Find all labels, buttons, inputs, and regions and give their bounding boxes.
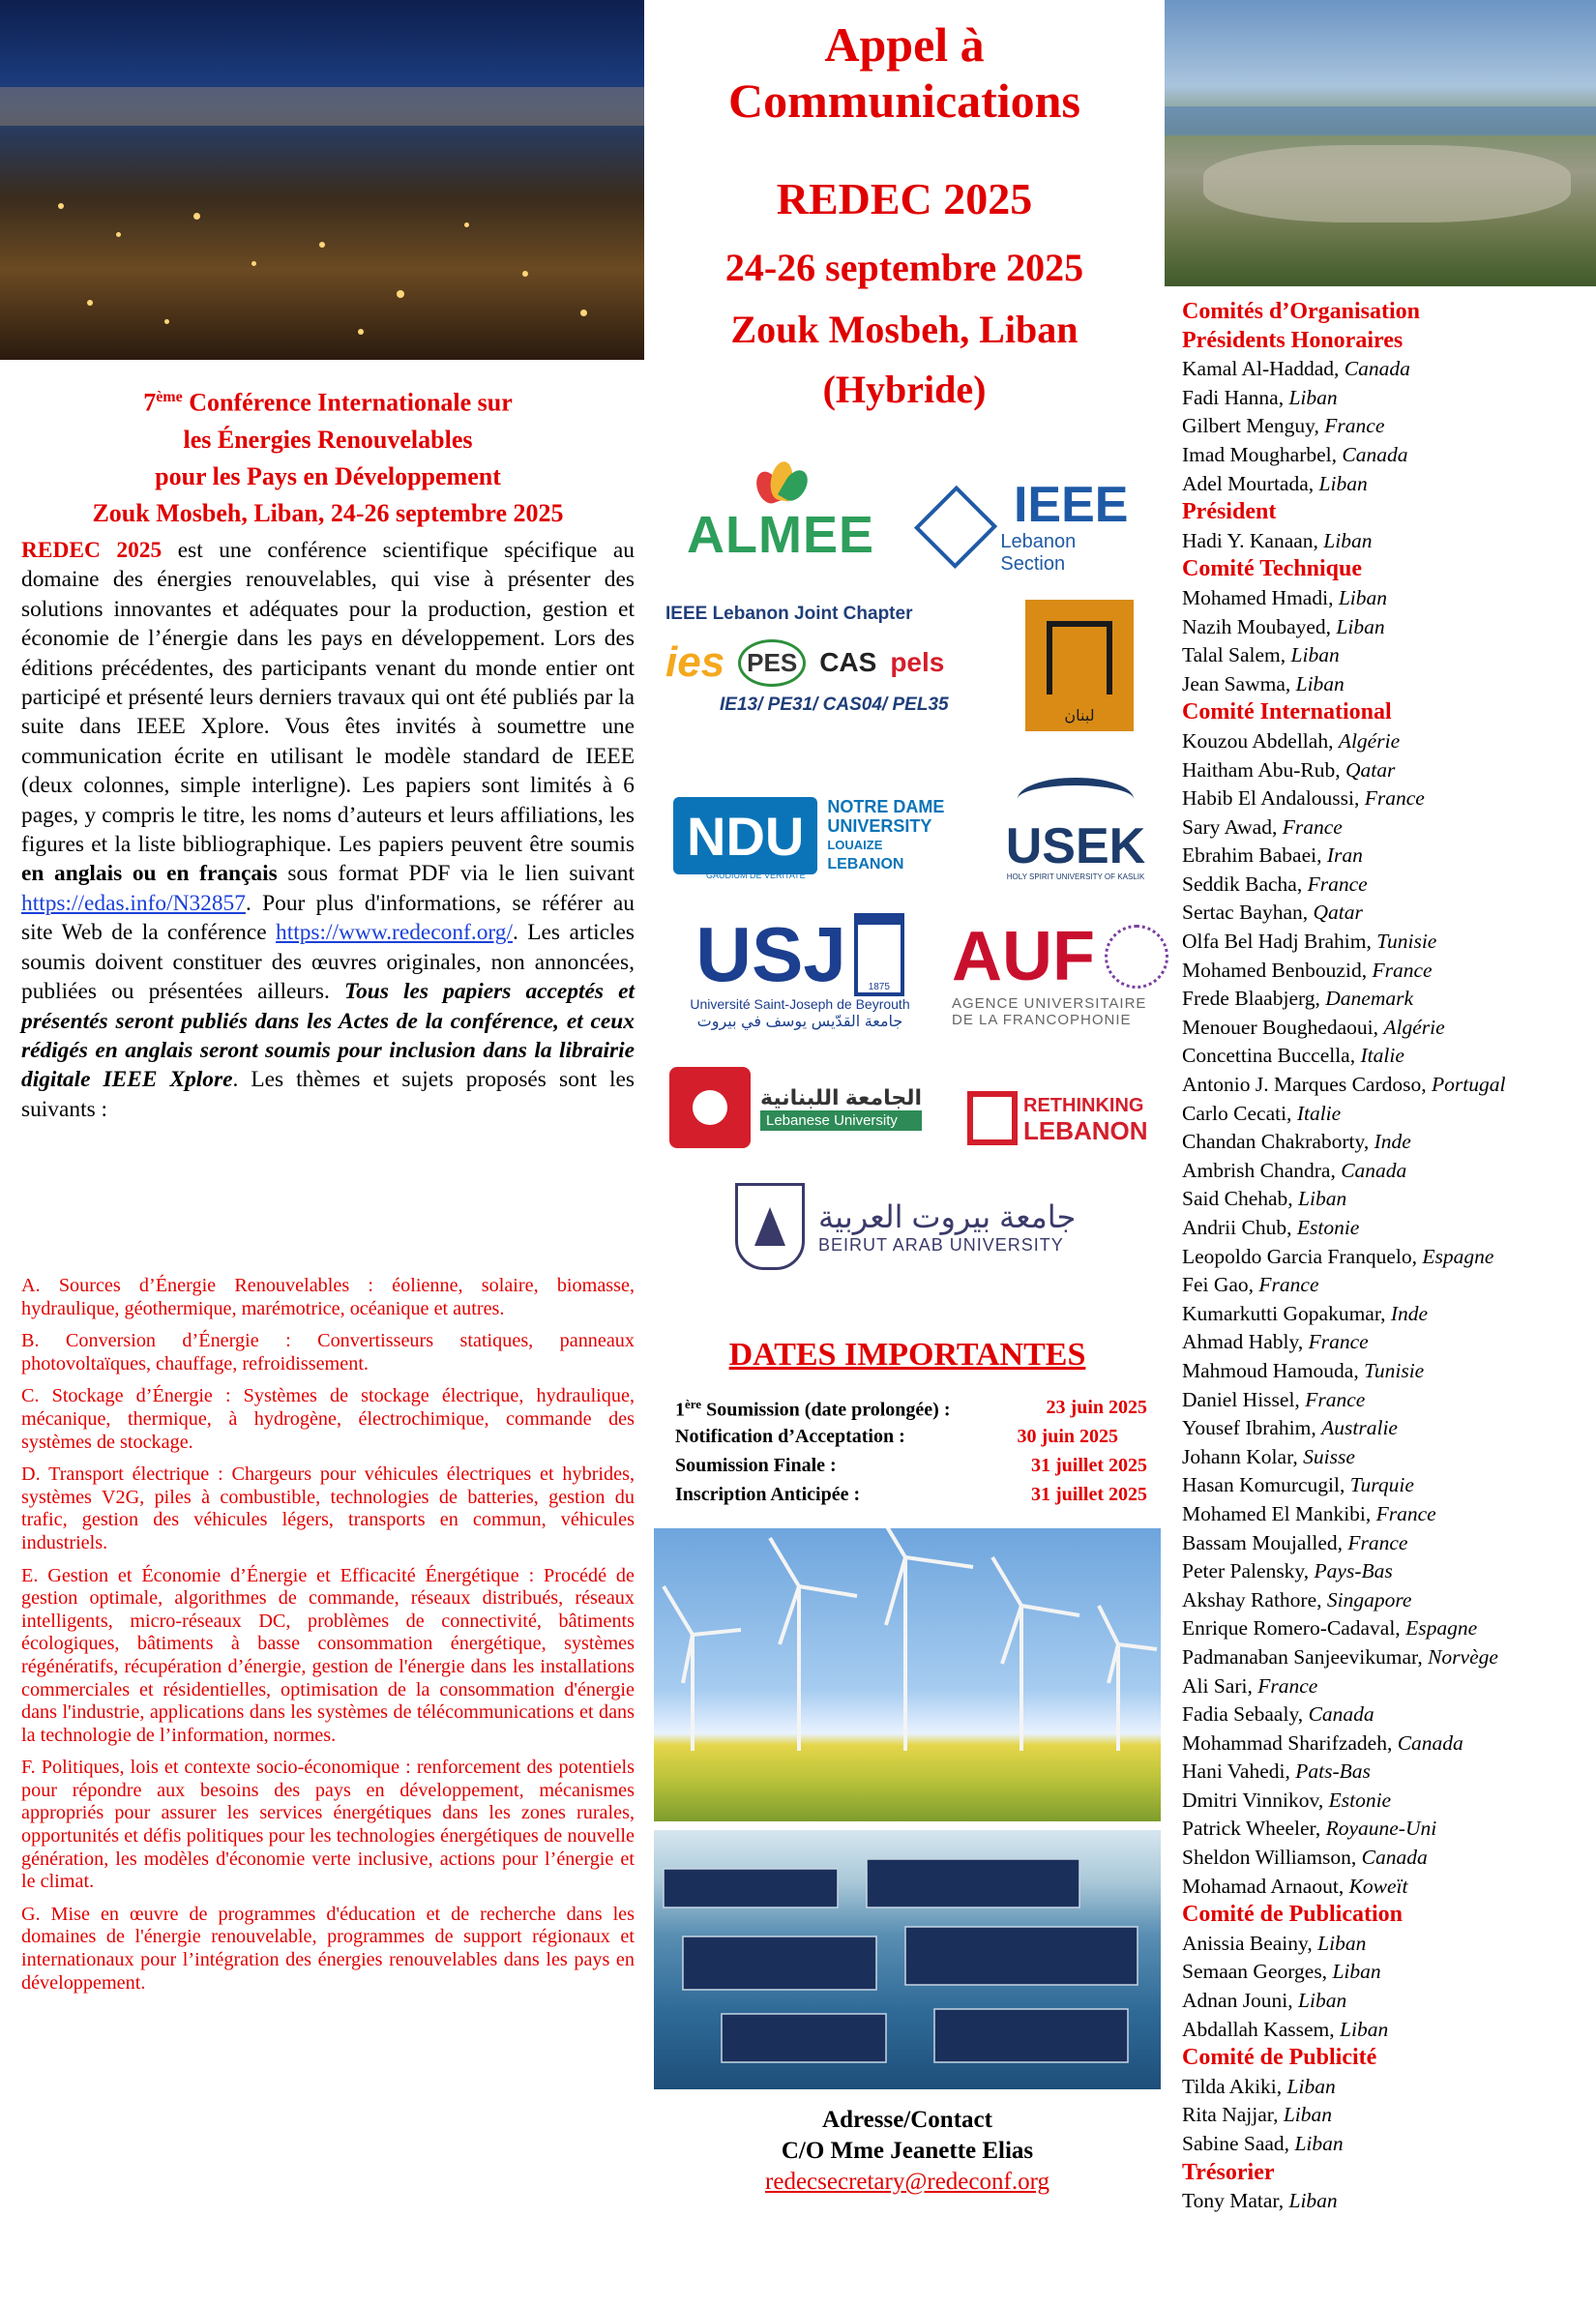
member-name: Fei Gao, [1182, 1273, 1259, 1297]
member-name: Frede Blaabjerg, [1182, 987, 1326, 1011]
committee-member [1182, 1157, 1588, 1186]
member-country: Pats-Bas [1295, 1759, 1371, 1784]
member-country: France [1282, 814, 1343, 839]
committee-member [1182, 613, 1588, 642]
member-name: Concettina Buccella, [1182, 1044, 1361, 1068]
member-country: Canada [1344, 357, 1410, 381]
committee-member [1182, 727, 1588, 756]
header-event: REDEC 2025 [776, 174, 1033, 223]
member-country: France [1372, 958, 1433, 982]
member-name: Ahmad Hably, [1182, 1330, 1309, 1354]
date-label-text: Soumission (date prolongée) : [701, 1399, 951, 1421]
member-country: Inde [1390, 1301, 1429, 1325]
member-country: Tunisie [1364, 1358, 1425, 1382]
member-country: Liban [1317, 1931, 1367, 1955]
committee-member [1182, 1128, 1588, 1157]
committee-heading: Comité de Publicité [1182, 2045, 1377, 2071]
lebanon-logo [1025, 600, 1134, 731]
committee-member [1182, 985, 1588, 1014]
member-country: Liban [1288, 2189, 1338, 2213]
member-name: Haitham Abu-Rub, [1182, 757, 1345, 782]
ies-icon: ies [665, 638, 725, 686]
intro-text1: est une conférence scientifique spécifique au domaine des énergies renouvelables, qui vise à présenter des solutions innovantes et adéquates pour la production, gestion et économie de l’énergie dans les pays en développement. Lors des éditions précédentes, des participants venant du monde entier ont participé et présenté leurs derniers travaux qui ont été publiés par la suite dans IEEE Xplore. Vous êtes invités à soumettre une communication écrite en utilisant le modèle standard de IEEE (deux colonnes, simple interligne). Les papiers sont limités à 6 pages, y compris le titre, les noms d’auteurs et leurs affiliations, les figures et la liste bibliographique. Les papiers peuvent être soumis [21, 538, 635, 858]
ieee-sub-text: Lebanon Section [1000, 531, 1077, 575]
member-country: France [1307, 872, 1368, 896]
contact-email-link[interactable]: redecsecretary@redeconf.org [765, 2169, 1049, 2195]
committee-heading: Présidents Honoraires [1182, 327, 1404, 353]
member-country: Italie [1360, 1044, 1404, 1068]
lebanon-gate-icon [1047, 621, 1112, 695]
member-name: Kumarkutti Gopakumar, [1182, 1301, 1391, 1325]
committee-member [1182, 1386, 1588, 1415]
date-value: 31 juillet 2025 [1031, 1484, 1147, 1505]
usj-gate-icon [854, 913, 904, 996]
member-name: Nazih Moubayed, [1182, 614, 1337, 638]
committee-member [1182, 1100, 1588, 1129]
member-country: Singapore [1326, 1587, 1412, 1611]
committee-member [1182, 1071, 1588, 1100]
member-country: Norvège [1428, 1644, 1498, 1669]
pels-icon: pels [890, 647, 945, 677]
lebanon-ar-text: لبنان [1064, 708, 1095, 724]
ndu-badge: NDU [673, 797, 817, 874]
lu-ar-text: الجامعة اللبنانية [760, 1084, 922, 1109]
committee-member [1182, 813, 1588, 843]
rethinking-lebanon-text: LEBANON [1023, 1116, 1148, 1145]
member-country: Qatar [1345, 757, 1396, 782]
edas-link[interactable]: https://edas.info/N32857 [21, 890, 246, 916]
conference-line1: Conférence Internationale sur [182, 388, 513, 417]
member-name: Carlo Cecati, [1182, 1101, 1297, 1125]
member-name: Hasan Komurcugil, [1182, 1473, 1350, 1497]
member-name: Mohammad Sharifzadeh, [1182, 1730, 1398, 1755]
header-location: Zouk Mosbeh, Liban [730, 308, 1079, 351]
committees-title: Comités d’Organisation [1182, 299, 1420, 324]
member-name: Tony Matar, [1182, 2189, 1289, 2213]
committee-member [1182, 470, 1588, 499]
member-name: Tilda Akiki, [1182, 2074, 1287, 2098]
member-name: Anissia Beainy, [1182, 1931, 1318, 1955]
member-country: Liban [1340, 2017, 1389, 2041]
committee-member [1182, 1500, 1588, 1529]
member-country: Tunisie [1376, 930, 1437, 954]
auf-sub1: AGENCE UNIVERSITAIRE [952, 995, 1147, 1012]
committee-member [1182, 1758, 1588, 1787]
member-country: Royaune-Uni [1325, 1817, 1437, 1841]
committee-member [1182, 1787, 1588, 1816]
member-name: Hadi Y. Kanaan, [1182, 528, 1324, 552]
member-country: Inde [1374, 1130, 1411, 1154]
intro-lead: REDEC 2025 [21, 538, 163, 563]
ieee-text: IEEE [1013, 477, 1129, 533]
intro-section [21, 536, 635, 1124]
member-name: Adnan Jouni, [1182, 1989, 1299, 2013]
member-name: Ebrahim Babaei, [1182, 843, 1327, 868]
committee-member [1182, 527, 1588, 556]
auf-sub2: DE LA FRANCOPHONIE [952, 1012, 1132, 1028]
committee-member [1182, 441, 1588, 470]
member-country: Liban [1298, 1187, 1347, 1211]
committee-member [1182, 1529, 1588, 1558]
member-name: Adel Mourtada, [1182, 471, 1319, 495]
committee-member [1182, 1643, 1588, 1672]
committee-heading: Président [1182, 499, 1277, 525]
member-country: Liban [1290, 643, 1340, 667]
committee-member [1182, 1815, 1588, 1844]
ndu-logo [673, 791, 985, 880]
ordinal-sup: ème [156, 389, 183, 405]
committee-member [1182, 670, 1588, 699]
member-name: Habib El Andaloussi, [1182, 786, 1365, 811]
member-country: Algérie [1338, 728, 1401, 753]
rethinking-text: RETHINKING [1023, 1095, 1144, 1116]
member-country: Danemark [1325, 987, 1414, 1011]
header-mode: (Hybride) [822, 368, 987, 411]
member-name: Johann Kolar, [1182, 1444, 1304, 1468]
committee-member [1182, 2187, 1588, 2216]
committee-member [1182, 641, 1588, 670]
member-name: Yousef Ibrahim, [1182, 1416, 1322, 1440]
member-country: France [1347, 1530, 1408, 1554]
header-communications: Communications [728, 74, 1080, 128]
member-name: Sabine Saad, [1182, 2132, 1295, 2155]
usek-text: USEK [1005, 817, 1146, 874]
member-country: Liban [1294, 2132, 1344, 2155]
committee-member [1182, 756, 1588, 785]
member-name: Sheldon Williamson, [1182, 1846, 1362, 1870]
themes-list [21, 1275, 635, 2004]
member-country: Estonie [1296, 1216, 1360, 1239]
ndu-sub2: UNIVERSITY [827, 816, 932, 836]
member-name: Padmanaban Sanjeevikumar, [1182, 1644, 1429, 1669]
committee-member [1182, 1300, 1588, 1329]
member-name: Chandan Chakraborty, [1182, 1130, 1374, 1154]
date-label-sup: ère [685, 1397, 702, 1411]
committee-member [1182, 1243, 1588, 1272]
auf-text: AUF [952, 918, 1095, 995]
member-name: Dmitri Vinnikov, [1182, 1788, 1329, 1812]
usek-arc-icon [1018, 778, 1134, 820]
member-name: Antonio J. Marques Cardoso, [1182, 1073, 1432, 1097]
beirut-night-photo [0, 0, 644, 360]
member-country: Liban [1338, 585, 1388, 609]
date-label: Notification d’Acceptation : [675, 1426, 905, 1447]
member-country: Italie [1296, 1101, 1342, 1125]
contact-name: C/O Mme Jeanette Elias [781, 2138, 1034, 2164]
member-name: Bassam Moujalled, [1182, 1530, 1348, 1554]
date-label: Soumission Finale : [675, 1455, 837, 1476]
intro-paragraph [21, 536, 635, 1124]
member-country: Estonie [1328, 1788, 1392, 1812]
almee-text: ALMEE [687, 506, 874, 564]
member-name: Enrique Romero-Cadaval, [1182, 1616, 1406, 1641]
committee-member [1182, 842, 1588, 871]
committee-member [1182, 1471, 1588, 1500]
conference-line4: Zouk Mosbeh, Liban, 24-26 septembre 2025 [92, 498, 564, 527]
intro-text2: sous format PDF via le lien suivant [277, 861, 635, 887]
ndu-sub1: NOTRE DAME [827, 797, 945, 816]
member-country: France [1258, 1273, 1319, 1297]
member-name: Ali Sari, [1182, 1673, 1258, 1698]
beirut-arab-university-logo [735, 1178, 1103, 1275]
member-country: Canada [1397, 1730, 1463, 1755]
lebanon-coast-photo [1165, 0, 1596, 286]
member-country: Algérie [1383, 1015, 1445, 1039]
date-value: 31 juillet 2025 [1031, 1455, 1147, 1476]
lu-text: Lebanese University [760, 1110, 922, 1131]
member-country: Espagne [1422, 1244, 1494, 1268]
member-name: Semaan Georges, [1182, 1960, 1333, 1984]
usj-logo [673, 909, 927, 1035]
member-name: Kouzou Abdellah, [1182, 728, 1339, 753]
committee-member [1182, 1958, 1588, 1987]
website-link[interactable]: https://www.redeconf.org/ [276, 920, 513, 946]
committee-member [1182, 1730, 1588, 1759]
ndu-sub3: LOUAIZE [827, 838, 883, 852]
member-name: Sary Awad, [1182, 814, 1283, 839]
committee-member [1182, 1700, 1588, 1730]
committee-member [1182, 1614, 1588, 1643]
member-country: Liban [1318, 471, 1368, 495]
member-name: Said Chehab, [1182, 1187, 1299, 1211]
member-country: Turquie [1349, 1473, 1414, 1497]
committee-member [1182, 1357, 1588, 1386]
member-name: Akshay Rathore, [1182, 1587, 1327, 1611]
member-name: Olfa Bel Hadj Brahim, [1182, 930, 1377, 954]
member-name: Imad Mougharbel, [1182, 442, 1343, 466]
member-name: Rita Najjar, [1182, 2103, 1284, 2127]
ordinal: 7 [143, 388, 157, 417]
member-country: Liban [1323, 528, 1373, 552]
conference-title [21, 379, 635, 532]
theme-item: B. Conversion d’Énergie : Convertisseurs statiques, panneaux photovoltaïques, chauffage, refroidissement. [21, 1330, 635, 1375]
date-label: Inscription Anticipée : [675, 1484, 861, 1505]
member-name: Hani Vahedi, [1182, 1759, 1296, 1784]
member-name: Mohamed Hmadi, [1182, 585, 1339, 609]
member-country: Canada [1361, 1846, 1428, 1870]
usj-ar-text: جامعة القدّيس يوسف في بيروت [696, 1014, 903, 1030]
member-name: Fadi Hanna, [1182, 385, 1289, 409]
member-country: France [1308, 1330, 1369, 1354]
committee-member [1182, 871, 1588, 900]
member-country: Liban [1332, 1960, 1381, 1984]
committee-heading: Comité Technique [1182, 556, 1363, 582]
committee-member [1182, 1873, 1588, 1902]
theme-item: D. Transport électrique : Chargeurs pour véhicules électriques et hybrides, systèmes V2G, piles à combustible, technologies de batteries, gestion du trafic, gestion des véhicules légers, transports en commun, véhicules industriels. [21, 1463, 635, 1553]
usj-text: USJ [695, 911, 846, 997]
member-name: Abdallah Kassem, [1182, 2017, 1341, 2041]
committee-member [1182, 2130, 1588, 2159]
member-name: Fadia Sebaaly, [1182, 1702, 1309, 1727]
member-country: Portugal [1431, 1073, 1506, 1097]
committee-heading: Comité International [1182, 699, 1392, 725]
committee-heading: Comité de Publication [1182, 1902, 1403, 1928]
theme-item: A. Sources d’Énergie Renouvelables : éolienne, solaire, biomasse, hydraulique, géothermique, marémotrice, océanique et autres. [21, 1275, 635, 1319]
committee-member [1182, 1443, 1588, 1472]
committee-member [1182, 1214, 1588, 1243]
header-appel: Appel à [824, 17, 985, 72]
member-country: Canada [1342, 442, 1408, 466]
member-country: Australie [1321, 1416, 1398, 1440]
committee-member [1182, 1042, 1588, 1071]
committee-member [1182, 2073, 1588, 2102]
date-label [675, 1397, 951, 1422]
floating-solar-photo [654, 1830, 1161, 2089]
member-country: Pays-Bas [1314, 1559, 1393, 1583]
conference-line2: les Énergies Renouvelables [183, 425, 473, 454]
usek-logo [990, 774, 1161, 884]
member-country: Espagne [1405, 1616, 1478, 1641]
member-country: Qatar [1313, 901, 1363, 925]
member-country: Canada [1341, 1158, 1407, 1182]
auf-logo [952, 905, 1165, 1041]
member-name: Daniel Hissel, [1182, 1387, 1306, 1411]
member-name: Leopoldo Garcia Franquelo, [1182, 1244, 1423, 1268]
committee-member [1182, 784, 1588, 813]
committee-member [1182, 1930, 1588, 1959]
usj-year: 1875 [868, 982, 890, 992]
committee-member [1182, 1672, 1588, 1701]
bau-text: BEIRUT ARAB UNIVERSITY [818, 1234, 1064, 1255]
committee-member [1182, 412, 1588, 441]
theme-item: F. Politiques, lois et contexte socio-économique : renforcement des potentiels pour répondre aux besoins des pays en développement, mécanismes appropriés pour assurer les services énergétiques dans les zones rurales, opportunités et défis politiques pour les technologies énergétiques de nouvelle génération, les modèles d'économie verte inclusive, actions pour l’énergie et le climat. [21, 1757, 635, 1893]
member-country: Liban [1336, 614, 1385, 638]
member-country: Canada [1308, 1702, 1374, 1727]
bau-shield-icon [735, 1183, 805, 1270]
contact-block [654, 2105, 1161, 2198]
committee-member [1182, 355, 1588, 384]
member-name: Sertac Bayhan, [1182, 901, 1314, 925]
committee-member [1182, 1557, 1588, 1586]
committee-member [1182, 2101, 1588, 2130]
committee-member [1182, 1844, 1588, 1873]
member-name: Seddik Bacha, [1182, 872, 1308, 896]
cas-icon: CAS [819, 647, 877, 677]
theme-item: E. Gestion et Économie d’Énergie et Efficacité Énergétique : Procédé de gestion optimale, algorithmes de commande, réseaux distribués, réseaux intelligents, micro-réseaux DC, problèmes de connectivité, bâtiments écologiques, bâtiments à basse consommation énergétique, systèmes régénératifs, récupération d’énergie, gestion de l'énergie dans les installations commerciales et résidentielles, optimisation de la consommation d'énergie dans l'industrie, applications dans les systèmes de télécommunications et dans la technologie de l’information, normes. [21, 1564, 635, 1746]
member-country: Liban [1295, 671, 1345, 695]
member-country: France [1375, 1501, 1436, 1525]
intro-text3: . Pour plus d'informations, se référer au site Web de la conférence [21, 890, 635, 946]
member-name: Patrick Wheeler, [1182, 1817, 1326, 1841]
member-country: Koweït [1348, 1874, 1408, 1898]
date-label-pre: 1 [675, 1399, 685, 1421]
committee-member [1182, 384, 1588, 413]
committee-member [1182, 2016, 1588, 2045]
intro-text5: . Les thèmes et sujets proposés sont les suivants : [21, 1067, 635, 1122]
member-country: Iran [1326, 843, 1363, 868]
joint-chapter-codes: IE13/ PE31/ CAS04/ PEL35 [720, 695, 949, 715]
member-country: France [1324, 414, 1385, 438]
committee-member [1182, 957, 1588, 986]
member-country: Liban [1283, 2103, 1332, 2127]
ieee-joint-chapter-logo [662, 604, 1010, 749]
contact-title: Adresse/Contact [822, 2107, 992, 2133]
member-name: Mohamed Benbouzid, [1182, 958, 1373, 982]
almee-leaf-icon [752, 461, 810, 506]
member-country: Liban [1288, 385, 1338, 409]
committee-member [1182, 1414, 1588, 1443]
member-name: Jean Sawma, [1182, 671, 1296, 695]
auf-dots-icon [1105, 925, 1168, 989]
member-name: Kamal Al-Haddad, [1182, 357, 1345, 381]
member-name: Menouer Boughedaoui, [1182, 1015, 1384, 1039]
dates-title: DATES IMPORTANTES [728, 1337, 1086, 1373]
member-country: Suisse [1303, 1444, 1355, 1468]
rethinking-lebanon-logo [967, 1079, 1157, 1157]
member-country: France [1305, 1387, 1366, 1411]
lu-cedar-icon [669, 1067, 751, 1148]
committee-member [1182, 1185, 1588, 1214]
committees-column [1182, 298, 1588, 2216]
date-value: 30 juin 2025 [1017, 1426, 1118, 1447]
committee-member [1182, 1586, 1588, 1615]
committee-member [1182, 1014, 1588, 1043]
intro-text4: . Les articles soumis doivent constituer des œuvres originales, non annoncées, publiées ou présentées ailleurs. [21, 920, 635, 1005]
member-name: Talal Salem, [1182, 643, 1291, 667]
date-value: 23 juin 2025 [1046, 1397, 1147, 1418]
member-country: Liban [1286, 2074, 1336, 2098]
theme-item: G. Mise en œuvre de programmes d'éducation et de recherche dans les domaines de l'énergie renouvelable, programmes de support régionaux et internationaux pour l’intégration des énergies renouvelables dans les pays en développement. [21, 1903, 635, 1994]
pes-icon: PES [738, 639, 806, 687]
committee-member [1182, 928, 1588, 957]
committee-heading: Trésorier [1182, 2159, 1275, 2185]
member-name: Gilbert Menguy, [1182, 414, 1325, 438]
almee-logo [673, 455, 888, 571]
member-country: Liban [1298, 1989, 1347, 2013]
theme-item: C. Stockage d’Énergie : Systèmes de stockage électrique, hydraulique, mécanique, thermique, à hydrogène, électrochimique, commande des systèmes de stockage. [21, 1385, 635, 1453]
committee-member [1182, 584, 1588, 613]
committee-member [1182, 1271, 1588, 1300]
member-name: Mohamad Arnaout, [1182, 1874, 1349, 1898]
bau-ar-text: جامعة بيروت العربية [818, 1198, 1077, 1234]
header-dates: 24-26 septembre 2025 [724, 246, 1084, 289]
lebanese-university-logo [669, 1062, 936, 1153]
member-name: Andrii Chub, [1182, 1216, 1297, 1239]
member-name: Ambrish Chandra, [1182, 1158, 1342, 1182]
usek-sub-text: HOLY SPIRIT UNIVERSITY OF KASLIK [1006, 872, 1145, 881]
ieee-lebanon-logo [927, 477, 1141, 575]
ndu-sub4: LEBANON [827, 856, 904, 872]
member-country: France [1257, 1673, 1318, 1698]
member-name: Mahmoud Hamouda, [1182, 1358, 1365, 1382]
ndu-motto: GAUDIUM DE VERITATE [706, 871, 806, 880]
rethinking-frame-icon [967, 1091, 1018, 1145]
committee-member [1182, 899, 1588, 928]
member-name: Peter Palensky, [1182, 1559, 1315, 1583]
member-name: Mohamed El Mankibi, [1182, 1501, 1376, 1525]
intro-publication-note: Tous les papiers acceptés et présentés seront publiés dans les Actes de la conférence, et ceux rédigés en anglais seront soumis pour inclusion dans la librairie digitale IEEE Xplore [21, 979, 635, 1093]
committee-member [1182, 1328, 1588, 1357]
member-country: France [1364, 786, 1425, 811]
usj-sub-text: Université Saint-Joseph de Beyrouth [690, 996, 910, 1012]
conference-line3: pour les Pays en Développement [155, 461, 501, 490]
committee-member [1182, 1987, 1588, 2016]
intro-lang: en anglais ou en français [21, 861, 278, 887]
wind-turbines-photo [654, 1528, 1161, 1821]
joint-chapter-title: IEEE Lebanon Joint Chapter [665, 604, 913, 624]
ieee-diamond-icon [914, 486, 998, 570]
